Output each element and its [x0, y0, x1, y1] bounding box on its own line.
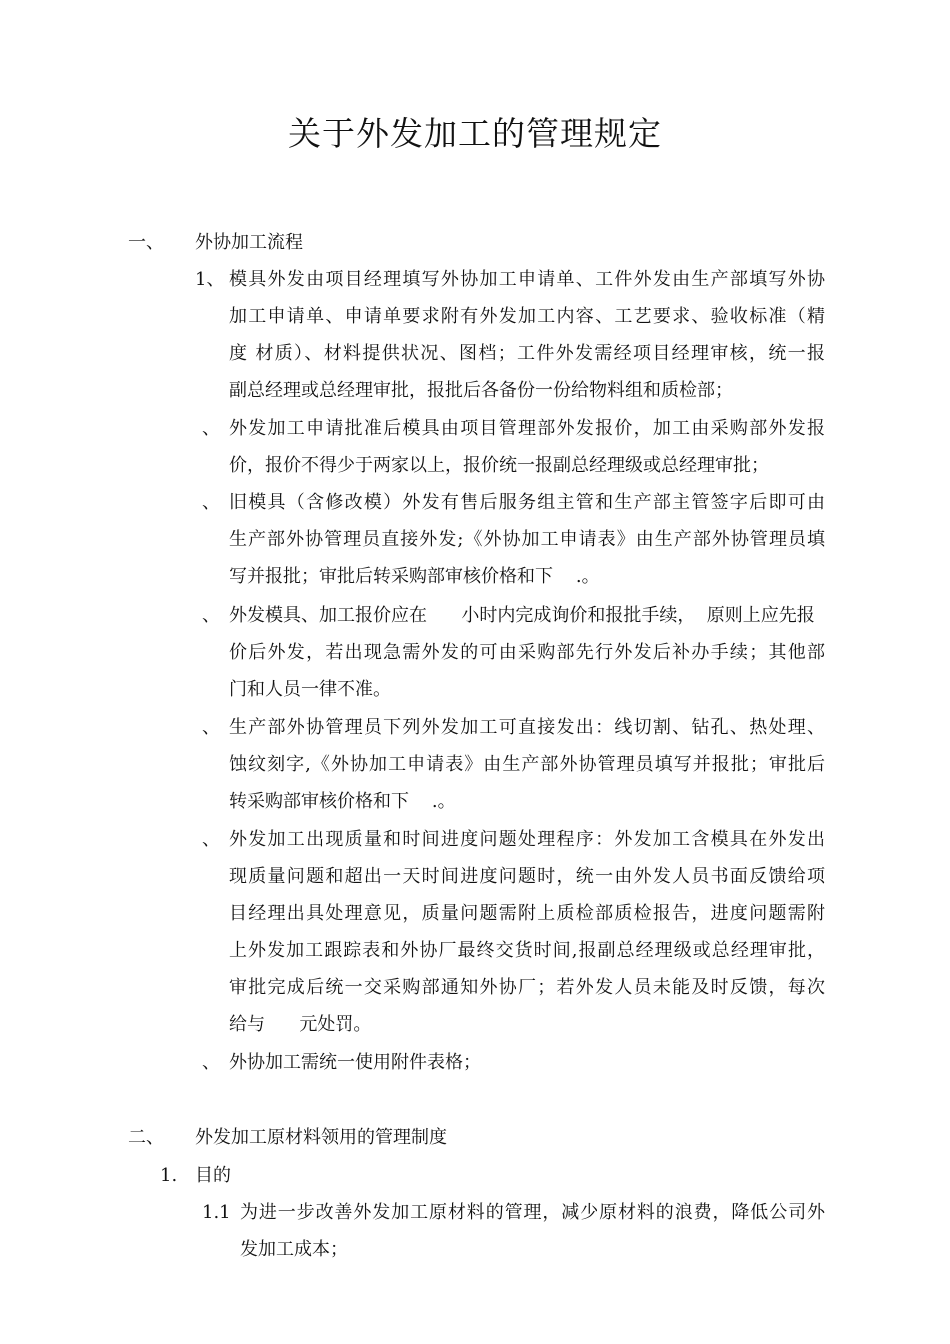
item-5-line-3: 转采购部审核价格和下 .。 [229, 791, 456, 812]
item-2-number: 、 [202, 418, 220, 439]
item-6-line-2: 现质量问题和超出一天时间进度问题时，统一由外发人员书面反馈给项 [229, 866, 825, 887]
item-1-number: 1、 [195, 269, 225, 290]
section-2-heading: 外发加工原材料领用的管理制度 [195, 1127, 447, 1148]
item-6-line-6: 给与 元处罚。 [229, 1014, 372, 1035]
item-1-line-3: 度 材质）、材料提供状况、图档；工件外发需经项目经理审核，统一报 [229, 343, 825, 364]
item-3-number: 、 [202, 492, 220, 513]
section-1-number: 一、 [128, 232, 164, 253]
subsection-1-heading: 目的 [195, 1165, 231, 1186]
section-2-number: 二、 [128, 1127, 164, 1148]
item-1-1-line-2: 发加工成本； [240, 1239, 348, 1260]
subsection-1-number: 1. [160, 1165, 178, 1186]
document-title: 关于外发加工的管理规定 [288, 114, 662, 153]
item-6-number: 、 [202, 829, 220, 850]
item-3-line-3: 写并报批；审批后转采购部审核价格和下 .。 [229, 566, 600, 587]
item-1-line-4: 副总经理或总经理审批，报批后各备份一份给物料组和质检部； [229, 380, 733, 401]
section-1-heading: 外协加工流程 [195, 232, 303, 253]
item-4-line-2: 价后外发，若出现急需外发的可由采购部先行外发后补办手续；其他部 [229, 642, 825, 663]
item-6-line-1: 外发加工出现质量和时间进度问题处理程序：外发加工含模具在外发出 [229, 829, 825, 850]
item-5-line-1: 生产部外协管理员下列外发加工可直接发出：线切割、钻孔、热处理、 [229, 717, 825, 738]
item-1-1-number: 1.1 [202, 1202, 231, 1223]
item-3-line-2: 生产部外协管理员直接外发;《外协加工申请表》由生产部外协管理员填 [229, 529, 825, 550]
item-4-line-1: 外发模具、加工报价应在 小时内完成询价和报批手续， 原则上应先报 [229, 605, 815, 626]
item-4-line-3: 门和人员一律不准。 [229, 679, 391, 700]
item-4-number: 、 [202, 605, 220, 626]
item-6-line-4: 上外发加工跟踪表和外协厂最终交货时间,报副总经理级或总经理审批， [229, 940, 825, 961]
item-5-line-2: 蚀纹刻字,《外协加工申请表》由生产部外协管理员填写并报批；审批后 [229, 754, 825, 775]
item-2-line-1: 外发加工申请批准后模具由项目管理部外发报价，加工由采购部外发报 [229, 418, 825, 439]
item-7-line-1: 外协加工需统一使用附件表格； [229, 1052, 481, 1073]
item-1-1-line-1: 为进一步改善外发加工原材料的管理，减少原材料的浪费，降低公司外 [240, 1202, 825, 1223]
item-7-number: 、 [202, 1052, 220, 1073]
item-3-line-1: 旧模具（含修改模）外发有售后服务组主管和生产部主管签字后即可由 [229, 492, 825, 513]
item-2-line-2: 价，报价不得少于两家以上，报价统一报副总经理级或总经理审批； [229, 455, 769, 476]
item-6-line-3: 目经理出具处理意见，质量问题需附上质检部质检报告，进度问题需附 [229, 903, 825, 924]
item-1-line-1: 模具外发由项目经理填写外协加工申请单、工件外发由生产部填写外协 [229, 269, 825, 290]
item-1-line-2: 加工申请单、申请单要求附有外发加工内容、工艺要求、验收标准（精 [229, 306, 825, 327]
item-5-number: 、 [202, 717, 220, 738]
item-6-line-5: 审批完成后统一交采购部通知外协厂；若外发人员未能及时反馈，每次 [229, 977, 825, 998]
